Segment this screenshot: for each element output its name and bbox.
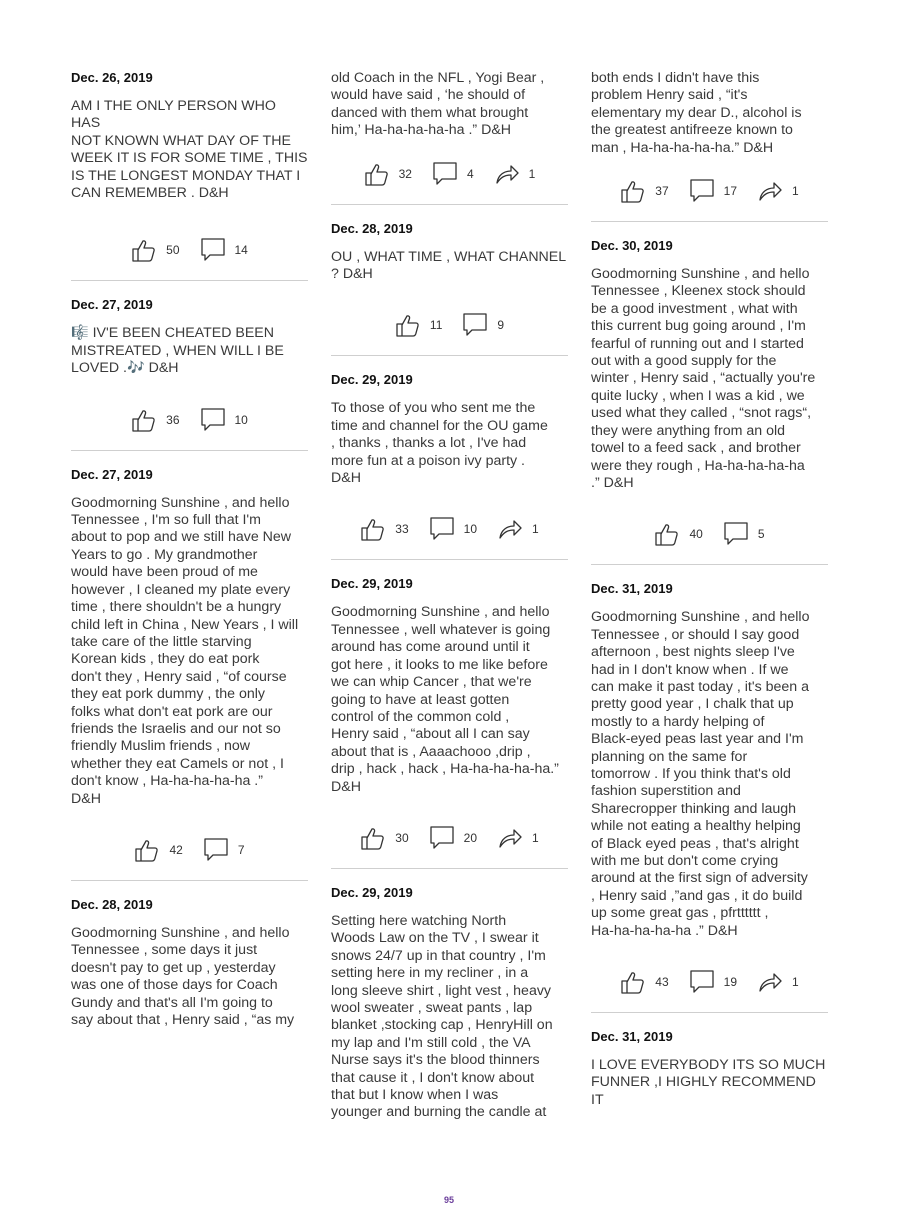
post-date: Dec. 26, 2019 (71, 70, 153, 85)
post-stats (331, 509, 568, 549)
post-date: Dec. 28, 2019 (331, 220, 413, 236)
post-text: old Coach in the NFL , Yogi Bear , would have said , ‘he should of danced with them what brought him,’ Ha-ha-ha-ha-ha .” D&H (331, 70, 545, 139)
shares-count: 1 (528, 166, 536, 181)
post-text: AM I THE ONLY PERSON WHO HAS NOT KNOWN WHAT DAY OF THE WEEK IT IS FOR SOME TIME , THIS IS THE LONGEST MONDAY THAT I CAN REMEMBER . D&H (71, 98, 308, 202)
speech-bubble-icon (200, 237, 226, 263)
post-stats (331, 305, 568, 345)
speech-bubble-icon (723, 521, 749, 547)
post (331, 883, 568, 1122)
divider (71, 450, 308, 451)
divider (591, 1012, 828, 1013)
post-text: Goodmorning Sunshine , and hello Tennessee , well whatever is going around has come around until it got here , it looks to me like before we can whip Cancer , that we're going to have at least gotten control of the common cold , Henry said , “about all I can say about that is , Aaaachooo ,drip , drip , hack , hack , Ha-ha-ha-ha-ha.” D&H (331, 604, 559, 795)
likes (134, 837, 182, 863)
post (591, 236, 828, 565)
comments (200, 407, 248, 433)
post-stats (71, 400, 308, 440)
thumbs-up-icon (364, 161, 390, 187)
shares (757, 178, 799, 204)
post-date: Dec. 31, 2019 (591, 1029, 673, 1045)
post-date: Dec. 29, 2019 (331, 372, 413, 388)
likes (654, 521, 702, 547)
thumbs-up-icon (395, 312, 421, 338)
post-stats (591, 962, 828, 1002)
comments (200, 237, 248, 263)
post-stats (331, 154, 568, 194)
speech-bubble-icon (203, 837, 229, 863)
divider (331, 355, 568, 356)
post-text: Goodmorning Sunshine , and hello Tennessee , Kleenex stock should be a good investment , what with this current bug going around , I'm fearful of running out and I started out with a good supply for the winter , Henry said , “actually you're quite lucky , when I was a kid , we used what they called , “snot rags“, they were anything from an old towel to a feed sack , and brother were they rough , Ha-ha-ha-ha-ha .” D&H (591, 266, 816, 491)
divider (331, 868, 568, 869)
likes-count: 50 (166, 243, 180, 258)
comments-count: 10 (234, 412, 248, 427)
speech-bubble-icon (432, 161, 458, 187)
share-arrow-icon (757, 969, 783, 995)
thumbs-up-icon (620, 178, 646, 204)
comments-count: 20 (463, 830, 478, 845)
likes-count: 30 (395, 830, 409, 845)
likes (360, 516, 408, 542)
likes-count: 40 (689, 527, 703, 542)
likes (360, 825, 408, 851)
speech-bubble-icon (429, 516, 455, 542)
thumbs-up-icon (360, 825, 386, 851)
speech-bubble-icon (462, 312, 488, 338)
speech-bubble-icon (689, 969, 715, 995)
post-date: Dec. 30, 2019 (591, 238, 673, 254)
likes (131, 237, 179, 263)
post (591, 1027, 828, 1109)
post-date: Dec. 29, 2019 (331, 884, 413, 900)
page-number: 95 (443, 1195, 454, 1205)
share-arrow-icon (757, 178, 783, 204)
thumbs-up-icon (360, 516, 386, 542)
comments-count: 4 (466, 166, 474, 181)
post-text: Goodmorning Sunshine , and hello Tennessee , some days it just doesn't pay to get up , yesterday was one of those days for Coach Gundy and that's all I'm going to say about that , Henry said , “as my (71, 924, 295, 1028)
post (71, 68, 308, 281)
post-stats (591, 514, 828, 554)
divider (331, 204, 568, 205)
likes-count: 37 (655, 184, 669, 199)
comments-count: 10 (463, 522, 478, 537)
likes (364, 161, 412, 187)
post-date: Dec. 28, 2019 (71, 896, 153, 912)
likes (620, 969, 668, 995)
divider (591, 221, 828, 222)
likes-count: 36 (166, 412, 180, 427)
post-text: 🎼 IV'E BEEN CHEATED BEEN MISTREATED , WHEN WILL I BE LOVED .🎶 D&H (71, 325, 284, 377)
post (71, 465, 308, 881)
column-1 (71, 68, 308, 1029)
likes-count: 42 (169, 842, 183, 857)
thumbs-up-icon (131, 407, 157, 433)
likes (395, 312, 442, 338)
post-text: both ends I didn't have this problem Henry said , “it's elementary my dear D., alcohol is the greatest antifreeze known to man , Ha-ha-ha-ha-ha.” D&H (591, 70, 802, 156)
comments (689, 178, 737, 204)
post-text: I LOVE EVERYBODY ITS SO MUCH FUNNER ,I HIGHLY RECOMMEND IT (591, 1057, 826, 1108)
post-text: Setting here watching North Woods Law on the TV , I swear it snows 24/7 up in that country , I'm setting here in my recliner , in a long sleeve shirt , light vest , heavy wool sweater , sweat pants , lap blanket ,stocking cap , HenryHill on my lap and I'm still cold , the VA Nurse says it's the blood thinners that cause it , I don't know about that but I know when I was younger and burning the candle at (331, 912, 553, 1121)
thumbs-up-icon (134, 837, 160, 863)
post-date: Dec. 31, 2019 (591, 581, 673, 597)
column-3 (591, 68, 828, 1109)
likes-count: 33 (395, 522, 409, 537)
likes (620, 178, 668, 204)
speech-bubble-icon (689, 178, 715, 204)
comments (723, 521, 765, 547)
comments-count: 17 (723, 184, 738, 199)
comments (462, 312, 504, 338)
comments-count: 7 (237, 842, 245, 857)
post (331, 370, 568, 560)
comments (432, 161, 474, 187)
likes-count: 43 (655, 975, 669, 990)
post-text: OU , WHAT TIME , WHAT CHANNEL ? D&H (331, 248, 567, 283)
likes-count: 32 (398, 166, 412, 181)
post-stats (71, 230, 308, 270)
thumbs-up-icon (620, 969, 646, 995)
post-date: Dec. 29, 2019 (331, 576, 413, 592)
shares-count: 1 (792, 184, 799, 199)
divider (331, 559, 568, 560)
share-arrow-icon (497, 825, 523, 851)
post-text: To those of you who sent me the time and channel for the OU game , thanks , thanks a lot , I've had more fun at a poison ivy party . D&H (331, 400, 548, 487)
comments (689, 969, 737, 995)
speech-bubble-icon (429, 825, 455, 851)
share-arrow-icon (494, 161, 520, 187)
speech-bubble-icon (200, 407, 226, 433)
share-arrow-icon (497, 516, 523, 542)
shares-count: 1 (792, 975, 799, 990)
post-stats (331, 818, 568, 858)
comments-count: 19 (723, 975, 738, 990)
post (591, 579, 828, 1013)
thumbs-up-icon (131, 237, 157, 263)
comments (203, 837, 245, 863)
divider (591, 564, 828, 565)
comments-count: 14 (234, 243, 248, 258)
post-text: Goodmorning Sunshine , and hello Tennessee , I'm so full that I'm about to pop and we still have New Years to go . My grandmother would have been proud of me however , I cleaned my plate every time , there shouldn't be a hungry child left in China , New Years , I will take care of the little starving Korean kids , they do eat pork don't they , Henry said , “of course they eat pork dummy , the only folks what don't eat pork are our friends the Israelis and our not so friendly Muslim friends , now whether they eat Camels or not , I don't know , Ha-ha-ha-ha-ha .” D&H (71, 494, 299, 807)
post-stats (71, 830, 308, 870)
divider (71, 280, 308, 281)
shares (757, 969, 799, 995)
comments (429, 825, 477, 851)
post-stats (591, 171, 828, 211)
likes-count: 11 (429, 318, 443, 333)
post (331, 574, 568, 868)
shares-count: 1 (532, 522, 539, 537)
post-date: Dec. 27, 2019 (71, 466, 153, 482)
thumbs-up-icon (654, 521, 680, 547)
comments-count: 5 (757, 527, 765, 542)
post-date: Dec. 27, 2019 (71, 297, 153, 313)
shares (494, 161, 536, 187)
post (71, 895, 308, 1029)
shares (497, 516, 539, 542)
comments (429, 516, 477, 542)
post-continuation (331, 68, 568, 205)
column-2 (331, 68, 568, 1122)
shares (497, 825, 539, 851)
post (71, 295, 308, 450)
comments-count: 9 (497, 318, 505, 333)
post-text: Goodmorning Sunshine , and hello Tennessee , or should I say good afternoon , best nights sleep I've had in I don't know when . If we can make it past today , it's been a pretty good year , I chalk that up mostly to a hardy helping of Black-eyed peas last year and I'm planning on the same for tomorrow . If you think that's old fashion superstition and Sharecropper thinking and laugh while not eating a healthy helping of Black eyed peas , that's alright with me but don't come crying around at the first sign of adversity , Henry said ,”and gas , it do build up some great gas , pfrtttttt , Ha-ha-ha-ha-ha .” D&H (591, 609, 810, 939)
post (331, 219, 568, 357)
likes (131, 407, 179, 433)
shares-count: 1 (532, 830, 539, 845)
post-continuation (591, 68, 828, 222)
divider (71, 880, 308, 881)
